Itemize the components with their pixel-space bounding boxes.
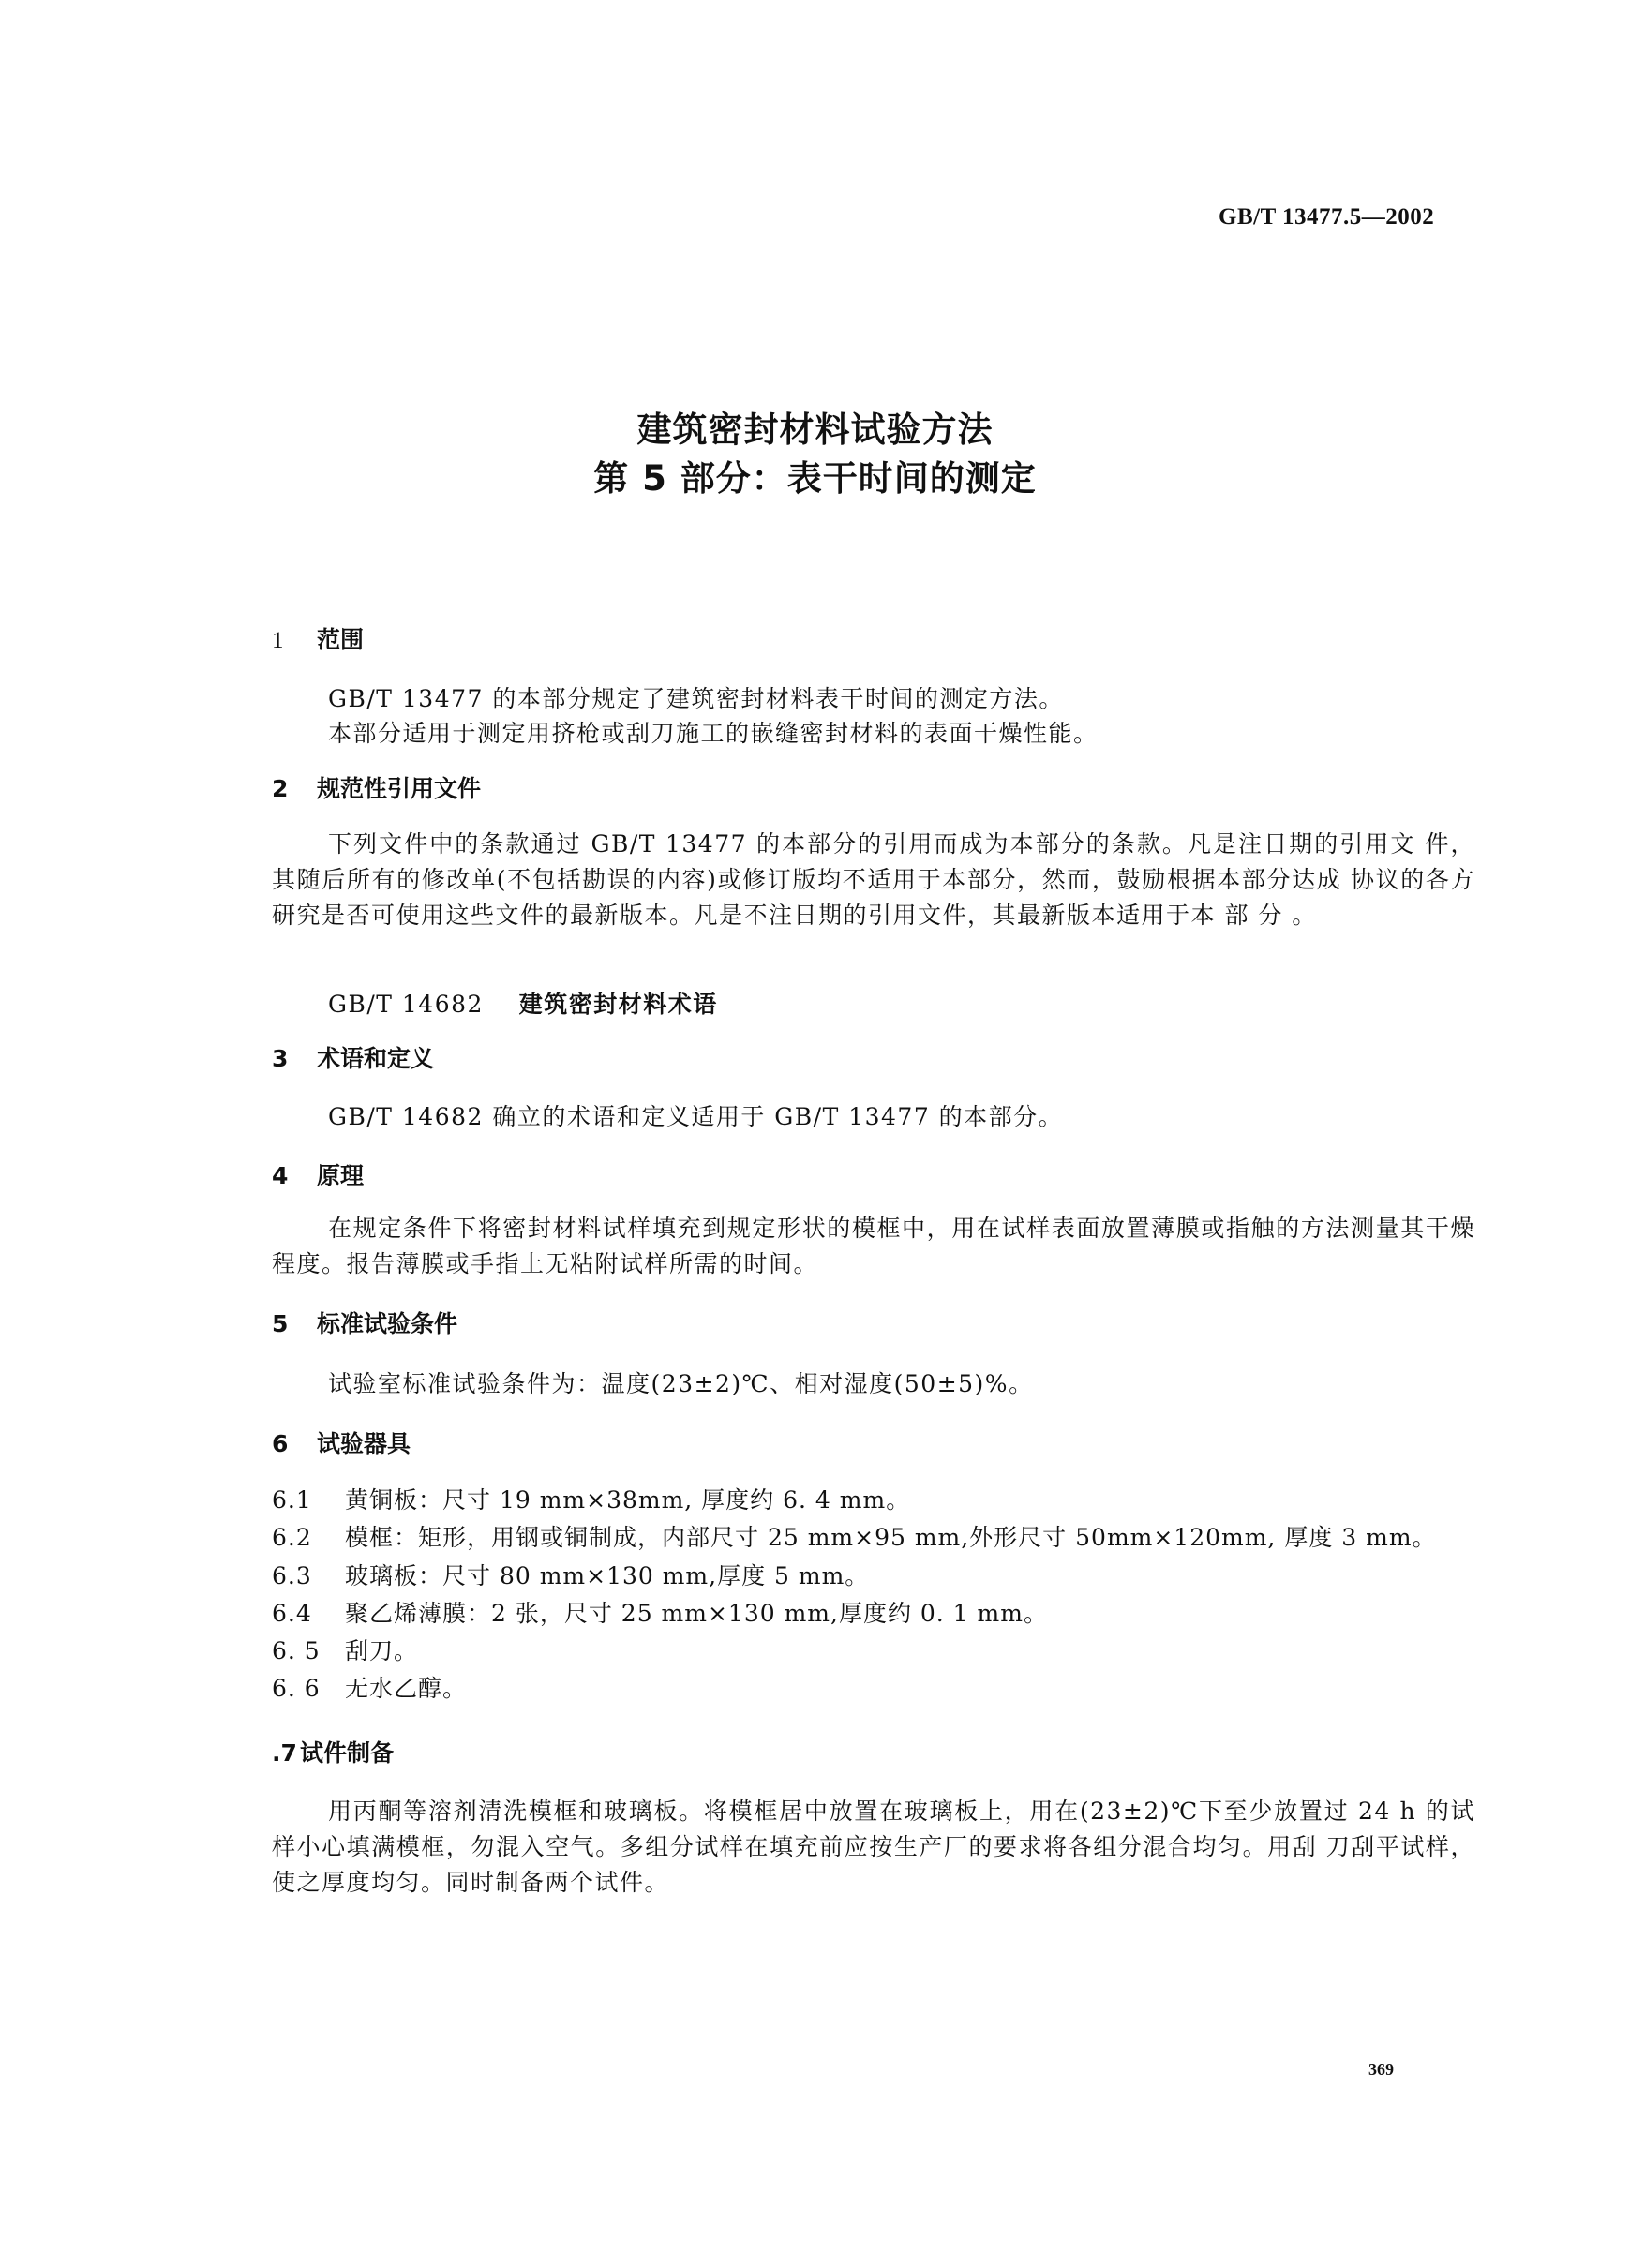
section-title: 规范性引用文件 — [317, 775, 482, 802]
item-number: 6.4 — [272, 1600, 312, 1627]
title-line-2: 第 5 部分：表干时间的测定 — [593, 458, 1037, 499]
item-text: 聚乙烯薄膜：2 张，尺寸 25 mm×130 mm,厚度约 0. 1 mm。 — [345, 1600, 1048, 1627]
section-title: 试验器具 — [317, 1430, 411, 1457]
section-3-heading — [272, 1040, 434, 1074]
section-number: 4 — [272, 1162, 289, 1189]
item-number: 6. 5 — [272, 1637, 321, 1664]
section-5-heading — [272, 1306, 457, 1339]
apparatus-item — [272, 1519, 1437, 1553]
section-number: 3 — [272, 1045, 289, 1072]
apparatus-item — [272, 1482, 910, 1515]
section-number: .7 — [272, 1739, 297, 1767]
section-number: 1 — [272, 628, 284, 653]
apparatus-item — [272, 1595, 1048, 1629]
item-text: 模框：矩形，用钢或铜制成，内部尺寸 25 mm×95 mm,外形尺寸 50mm×120mm, 厚度 3 mm。 — [345, 1524, 1437, 1551]
section-number: 6 — [272, 1430, 289, 1457]
apparatus-item — [272, 1633, 418, 1666]
section-4-text: 在规定条件下将密封材料试样填充到规定形状的模框中，用在试样表面放置薄膜或指触的方法测量其干燥程度。报告薄膜或手指上无粘附试样所需的时间。 — [272, 1215, 1475, 1277]
section-4-heading — [272, 1157, 364, 1191]
section-4-paragraph — [272, 1211, 1475, 1282]
section-title: 标准试验条件 — [317, 1310, 458, 1337]
item-number: 6.1 — [272, 1486, 312, 1514]
reference-title: 建筑密封材料术语 — [518, 991, 718, 1018]
section-2-text: 下列文件中的条款通过 GB/T 13477 的本部分的引用而成为本部分的条款。凡是注日期的引用文 件，其随后所有的修改单(不包括勘误的内容)或修订版均不适用于本部分，然而，鼓励根据本部分达成 协议的各方研究是否可使用这些文件的最新版本。凡是不注日期的引用文件，其最新版本适用于本 部 分 。 — [272, 830, 1475, 929]
section-7-paragraph — [272, 1794, 1475, 1901]
section-2-paragraph — [272, 827, 1475, 933]
section-1-heading — [272, 621, 364, 655]
item-number: 6.2 — [272, 1524, 312, 1551]
page-number: 369 — [1368, 2060, 1394, 2079]
standard-number: GB/T 13477.5—2002 — [1219, 204, 1435, 230]
section-number: 2 — [272, 775, 289, 802]
section-6-heading — [272, 1425, 411, 1459]
item-text: 无水乙醇。 — [345, 1675, 468, 1702]
reference-code: GB/T 14682 — [328, 991, 484, 1018]
section-1-paragraph-2: 本部分适用于测定用挤枪或刮刀施工的嵌缝密封材料的表面干燥性能。 — [328, 720, 1099, 747]
item-number: 6. 6 — [272, 1675, 321, 1702]
section-number: 5 — [272, 1310, 289, 1337]
item-number: 6.3 — [272, 1562, 312, 1589]
section-2-heading — [272, 770, 481, 804]
normative-reference — [328, 986, 718, 1020]
section-1-paragraph-1: GB/T 13477 的本部分规定了建筑密封材料表干时间的测定方法。 — [328, 685, 1064, 712]
section-title: 原理 — [317, 1162, 365, 1189]
title-line-1: 建筑密封材料试验方法 — [636, 410, 994, 450]
apparatus-item — [272, 1558, 869, 1591]
section-5-paragraph: 试验室标准试验条件为：温度(23±2)℃、相对湿度(50±5)%。 — [328, 1370, 1034, 1397]
section-title: 范围 — [317, 626, 365, 653]
section-title: 试件制备 — [300, 1739, 395, 1767]
section-3-paragraph: GB/T 14682 确立的术语和定义适用于 GB/T 13477 的本部分。 — [328, 1103, 1064, 1130]
item-text: 玻璃板：尺寸 80 mm×130 mm,厚度 5 mm。 — [345, 1562, 870, 1589]
apparatus-item — [272, 1670, 467, 1704]
section-7-text: 用丙酮等溶剂清洗模框和玻璃板。将模框居中放置在玻璃板上，用在(23±2)℃下至少放置过 24 h 的试样小心填满模框，勿混入空气。多组分试样在填充前应按生产厂的要求将各组分混合均匀。用刮 刀刮平试样，使之厚度均匀。同时制备两个试件。 — [272, 1798, 1475, 1896]
section-title: 术语和定义 — [317, 1045, 435, 1072]
item-text: 黄铜板：尺寸 19 mm×38mm, 厚度约 6. 4 mm。 — [345, 1486, 911, 1514]
item-text: 刮刀。 — [345, 1637, 419, 1664]
section-7-heading — [272, 1735, 394, 1768]
